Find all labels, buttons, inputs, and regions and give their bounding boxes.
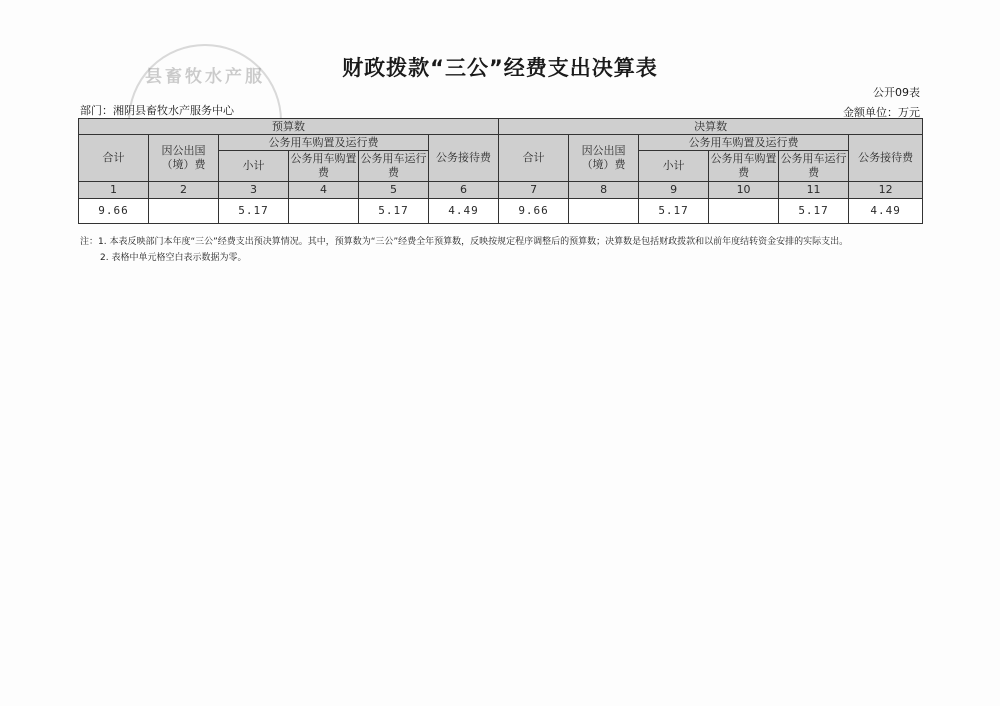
- budget-vehicle-group-header: 公务用车购置及运行费: [219, 135, 429, 151]
- unit-label: 金额单位：万元: [843, 106, 920, 119]
- budget-operation-header: 公务用车运行费: [359, 151, 429, 182]
- department-label: 部门：湘阴县畜牧水产服务中心: [80, 104, 234, 117]
- column-number: 10: [709, 182, 779, 199]
- final-abroad-header: 因公出国（境）费: [569, 135, 639, 182]
- final-total-value: 9.66: [499, 199, 569, 224]
- note-2: 2. 表格中单元格空白表示数据为零。: [100, 253, 247, 263]
- budget-group-header: 预算数: [79, 119, 499, 135]
- final-subtotal-header: 小计: [639, 151, 709, 182]
- final-subtotal-value: 5.17: [639, 199, 709, 224]
- table-row: [79, 199, 923, 224]
- budget-purchase-value: [289, 199, 359, 224]
- column-number: 2: [149, 182, 219, 199]
- column-number-row: [79, 182, 923, 199]
- budget-subtotal-header: 小计: [219, 151, 289, 182]
- note-1: 注：1. 本表反映部门本年度“三公”经费支出预决算情况。其中，预算数为“三公”经费全年预算数，反映按规定程序调整后的预算数；决算数是包括财政拨款和以前年度结转资金安排的实际支出。: [80, 237, 849, 247]
- column-number: 12: [849, 182, 923, 199]
- final-purchase-header: 公务用车购置费: [709, 151, 779, 182]
- final-reception-header: 公务接待费: [849, 135, 923, 182]
- final-operation-header: 公务用车运行费: [779, 151, 849, 182]
- column-number: 11: [779, 182, 849, 199]
- final-purchase-value: [709, 199, 779, 224]
- column-number: 5: [359, 182, 429, 199]
- form-code: 公开09表: [873, 86, 920, 99]
- column-number: 3: [219, 182, 289, 199]
- budget-abroad-value: [149, 199, 219, 224]
- budget-reception-value: 4.49: [429, 199, 499, 224]
- expense-table: [78, 118, 923, 224]
- column-number: 6: [429, 182, 499, 199]
- column-number: 4: [289, 182, 359, 199]
- final-total-header: 合计: [499, 135, 569, 182]
- budget-reception-header: 公务接待费: [429, 135, 499, 182]
- budget-total-value: 9.66: [79, 199, 149, 224]
- column-number: 7: [499, 182, 569, 199]
- column-number: 8: [569, 182, 639, 199]
- final-group-header: 决算数: [499, 119, 923, 135]
- budget-total-header: 合计: [79, 135, 149, 182]
- column-number: 1: [79, 182, 149, 199]
- notes-section: [80, 236, 925, 264]
- final-operation-value: 5.17: [779, 199, 849, 224]
- final-abroad-value: [569, 199, 639, 224]
- budget-operation-value: 5.17: [359, 199, 429, 224]
- budget-purchase-header: 公务用车购置费: [289, 151, 359, 182]
- column-number: 9: [639, 182, 709, 199]
- final-vehicle-group-header: 公务用车购置及运行费: [639, 135, 849, 151]
- budget-abroad-header: 因公出国（境）费: [149, 135, 219, 182]
- budget-subtotal-value: 5.17: [219, 199, 289, 224]
- final-reception-value: 4.49: [849, 199, 923, 224]
- document-title: 财政拨款“三公”经费支出决算表: [342, 56, 658, 80]
- seal-text: 县畜牧水产服: [145, 67, 265, 87]
